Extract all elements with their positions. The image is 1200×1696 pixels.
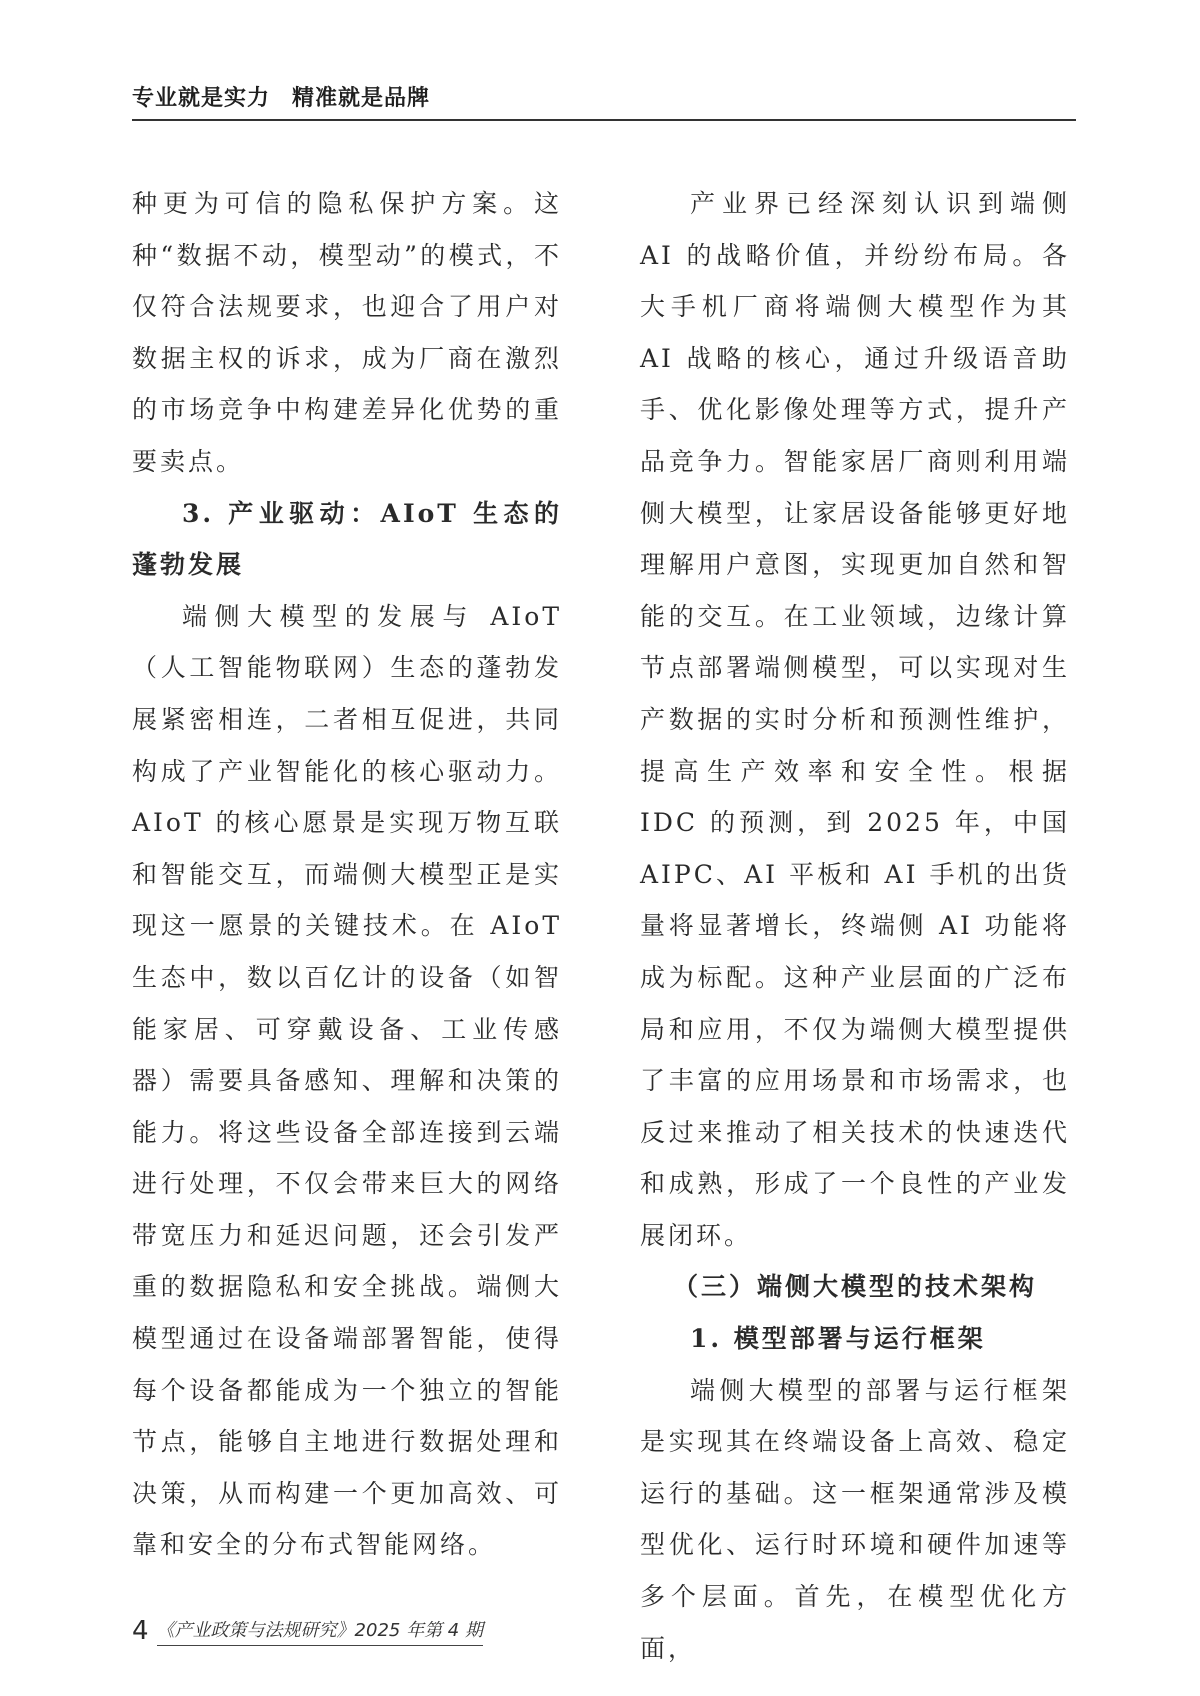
section-heading-aiot: 3. 产业驱动：AIoT 生态的蓬勃发展 xyxy=(132,498,562,580)
page-footer xyxy=(132,1606,483,1646)
left-paragraph-2: 端侧大模型的发展与 AIoT（人工智能物联网）生态的蓬勃发展紧密相连，二者相互促进，共同构成了产业智能化的核心驱动力。AIoT 的核心愿景是实现万物互联和智能交互，而端侧大模型正是实现这一愿景的关键技术。在 AIoT 生态中，数以百亿计的设备（如智能家居、可穿戴设备、工业传感器）需要具备感知、理解和决策的能力。将这些设备全部连接到云端进行处理，不仅会带来巨大的网络带宽压力和延迟问题，还会引发严重的数据隐私和安全挑战。端侧大模型通过在设备端部署智能，使得每个设备都能成为一个独立的智能节点，能够自主地进行数据处理和决策，从而构建一个更加高效、可靠和安全的分布式智能网络。 xyxy=(132,601,562,1560)
subsection-heading-deployment: 1. 模型部署与运行框架 xyxy=(690,1324,986,1354)
header-rule xyxy=(132,119,1076,121)
page-number: 4 xyxy=(132,1616,149,1646)
header-slogan-right: 精准就是品牌 xyxy=(292,86,431,111)
right-column xyxy=(640,178,1070,1674)
running-header xyxy=(132,84,1076,114)
header-slogan-left: 专业就是实力 xyxy=(132,86,271,111)
left-column xyxy=(132,178,562,1571)
right-paragraph-2: 端侧大模型的部署与运行框架是实现其在终端设备上高效、稳定运行的基础。这一框架通常涉及模型优化、运行时环境和硬件加速等多个层面。首先，在模型优化方面， xyxy=(640,1375,1070,1663)
left-paragraph-1: 种更为可信的隐私保护方案。这种“数据不动，模型动”的模式，不仅符合法规要求，也迎合了用户对数据主权的诉求，成为厂商在激烈的市场竞争中构建差异化优势的重要卖点。 xyxy=(132,189,562,476)
right-paragraph-1: 产业界已经深刻认识到端侧 AI 的战略价值，并纷纷布局。各大手机厂商将端侧大模型作为其 AI 战略的核心，通过升级语音助手、优化影像处理等方式，提升产品竞争力。智能家居厂商则利用端侧大模型，让家居设备能够更好地理解用户意图，实现更加自然和智能的交互。在工业领域，边缘计算节点部署端侧模型，可以实现对生产数据的实时分析和预测性维护，提高生产效率和安全性。根据 IDC 的预测，到 2025 年，中国 AIPC、AI 平板和 AI 手机的出货量将显著增长，终端侧 AI 功能将成为标配。这种产业层面的广泛布局和应用，不仅为端侧大模型提供了丰富的应用场景和市场需求，也反过来推动了相关技术的快速迭代和成熟，形成了一个良性的产业发展闭环。 xyxy=(640,189,1070,1250)
journal-citation: 《产业政策与法规研究》2025 年第 4 期 xyxy=(157,1619,483,1646)
section-heading-architecture: （三）端侧大模型的技术架构 xyxy=(672,1272,1037,1302)
